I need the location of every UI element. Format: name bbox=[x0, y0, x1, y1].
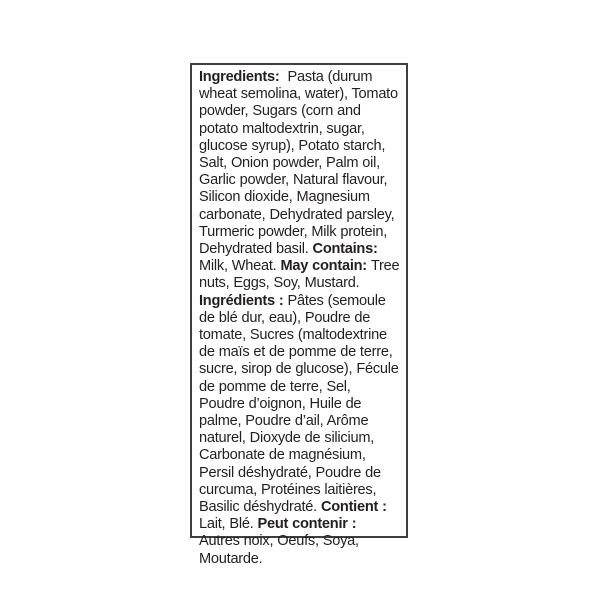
text-segment: Tree nuts, Eggs, Soy, Mustard. bbox=[199, 258, 404, 292]
text-segment: Autres noix, Oeufs, Soya, Moutarde. bbox=[199, 533, 363, 567]
ingredients-english-paragraph bbox=[199, 69, 404, 293]
text-segment: Lait, Blé. bbox=[199, 516, 258, 533]
bold-text-segment: Ingrédients : bbox=[199, 292, 288, 309]
bold-text-segment: Contains: bbox=[312, 241, 382, 258]
bold-text-segment: Ingredients: bbox=[199, 69, 288, 85]
text-segment: Pasta (durum wheat semolina, water), Tomato powder, Sugars (corn and potato maltodextrin, sugar, glucose syrup), Potato starch, Salt, Onion powder, Palm oil, Garlic powder, Natural flavour, Silicon dioxide, Magnesium carbonate, Dehydrated parsley, Turmeric powder, Milk protein, Dehydrated basil. bbox=[199, 69, 402, 258]
bold-text-segment: May contain: bbox=[280, 258, 371, 275]
ingredients-panel bbox=[190, 63, 408, 567]
bold-text-segment: Peut contenir : bbox=[257, 516, 361, 533]
text-segment: Milk, Wheat. bbox=[199, 258, 281, 275]
bold-text-segment: Contient : bbox=[320, 499, 391, 516]
ingredients-french-paragraph bbox=[199, 292, 403, 568]
text-segment: Pâtes (semoule de blé dur, eau), Poudre de tomate, Sucres (maltodextrine de maïs et de pomme de terre, sucre, sirop de glucose), Fécule de pomme de terre, Sel, Poudre d’oignon, Huile de palme, Poudre d’ail, Arôme naturel, Dioxyde de silicium, Carbonate de magnésium, Persil déshydraté, Poudre de curcuma, Protéines laitières, Basilic déshydraté. bbox=[199, 292, 403, 516]
